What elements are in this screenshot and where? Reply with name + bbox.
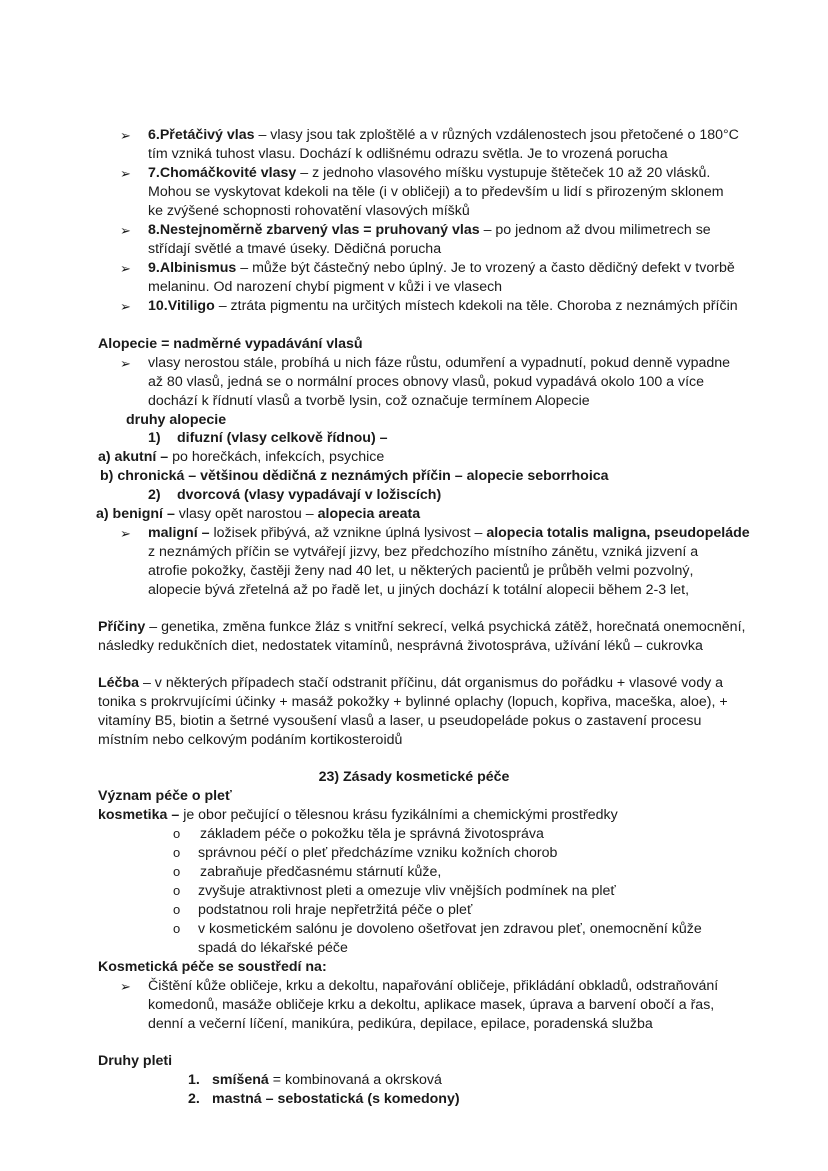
section-title: 23) Zásady kosmetické péče — [318, 769, 510, 785]
text-line: tonika s prokrvujícími účinky + masáž pokožky + bylinné oplachy (lopuch, kopřiva, maceška, aloe), + — [98, 694, 728, 710]
text-line: denní a večerní líčení, manikúra, pedikúra, depilace, epilace, poradenská služba — [148, 1016, 653, 1032]
text-line: Mohou se vyskytovat kdekoli na těle (i v obličeji) a to především u lidí s přirozeným sklonem — [148, 184, 724, 200]
treatment-paragraph: Léčba – v některých případech stačí odstranit příčinu, dát organismus do pořádku + vlasové vody a — [98, 675, 724, 691]
arrow-bullet-icon: ➢ — [120, 526, 131, 541]
text-line: až 80 vlasů, jedná se o normální proces obnovy vlasů, pokud vypadává okolo 100 a více — [148, 374, 705, 390]
text-line: alopecie bývá zřetelná až po řadě let, u jiných dochází k totální alopecii během 2-3 let, — [148, 582, 690, 598]
text-line: z neznámých příčin se vytvářejí jizvy, bez předchozího místního zánětu, vzniká jizvení a — [148, 544, 699, 560]
text-line: vlasy nerostou stále, probíhá u nich fáze růstu, odumření a vypadnutí, pokud denně vypadne — [148, 355, 731, 371]
text-line: následky redukčních diet, nedostatek vitamínů, nesprávná životospráva, užívání léků – cukrovka — [98, 638, 703, 654]
type-1b: b) chronická – většinou dědičná z neznámých příčin – alopecie seborrhoica — [100, 468, 609, 484]
arrow-bullet-icon: ➢ — [120, 166, 131, 181]
list-item: v kosmetickém salónu je dovoleno ošetřovat jen zdravou pleť, onemocnění kůže — [198, 921, 702, 937]
skin-type-item: smíšená = kombinovaná a okrsková — [212, 1072, 442, 1088]
causes-paragraph: Příčiny – genetika, změna funkce žláz s vnitřní sekrecí, velká psychická zátěž, horečnatá onemocnění, — [98, 619, 746, 635]
list-item: podstatnou roli hraje nepřetržitá péče o pleť — [198, 902, 473, 918]
list-item: správnou péčí o pleť předcházíme vzniku kožních chorob — [198, 845, 558, 861]
list-item: zvyšuje atraktivnost pleti a omezuje vliv vnějších podmínek na pleť — [198, 883, 616, 899]
type-2-label: dvorcová (vlasy vypadávají v ložiscích) — [177, 487, 442, 503]
circle-bullet-icon: o — [173, 826, 181, 841]
circle-bullet-icon: o — [173, 883, 181, 898]
subheading-importance: Význam péče o pleť — [98, 788, 232, 804]
subheading-skin-types: Druhy pleti — [98, 1053, 173, 1069]
arrow-bullet-icon: ➢ — [120, 979, 131, 994]
type-1-number: 1) — [148, 430, 161, 446]
skin-type-item: mastná – sebostatická (s komedony) — [212, 1091, 460, 1107]
subheading-types: druhy alopecie — [126, 412, 227, 428]
text-line: komedonů, masáže obličeje krku a dekoltu, aplikace masek, úprava a barvení obočí a řas, — [148, 997, 715, 1013]
text-line: dochází k řídnutí vlasů a tvorbě lysin, což označuje termínem Alopecie — [148, 393, 590, 409]
text-line: střídají světlé a tmavé úseky. Dědičná porucha — [148, 241, 442, 257]
text-line: Čištění kůže obličeje, krku a dekoltu, napařování obličeje, přikládání obkladů, odstraňování — [148, 978, 719, 994]
text-line: vitamíny B5, biotin a šetrné vysoušení vlasů a laser, u pseudopeláde pokus o zastavení procesu — [98, 713, 702, 729]
type-2b: maligní – ložisek přibývá, až vznikne úplná lysivost – alopecia totalis maligna, pseudopeláde — [148, 525, 750, 541]
text-line: melaninu. Od narození chybí pigment v kůži i ve vlasech — [148, 279, 503, 295]
cosmetics-definition: kosmetika – je obor pečující o tělesnou krásu fyzikálními a chemickými prostředky — [98, 807, 618, 823]
defect-item-8: 8.Nestejnoměrně zbarvený vlas = pruhovaný vlas – po jednom až dvou milimetrech se — [148, 222, 711, 238]
arrow-bullet-icon: ➢ — [120, 223, 131, 238]
text-line: místním nebo celkovým podáním kortikosteroidů — [98, 732, 403, 748]
circle-bullet-icon: o — [173, 845, 181, 860]
list-item: základem péče o pokožku těla je správná životospráva — [200, 826, 544, 842]
skin-type-number: 1. — [188, 1072, 200, 1088]
text-line: ke zvýšené schopnosti rohovatění vlasových míšků — [148, 203, 470, 219]
subheading-focus: Kosmetická péče se soustředí na: — [98, 959, 327, 975]
text-line: spadá do lékařské péče — [198, 940, 348, 956]
defect-item-9: 9.Albinismus – může být částečný nebo úplný. Je to vrozený a často dědičný defekt v tvorbě — [148, 260, 735, 276]
circle-bullet-icon: o — [173, 864, 181, 879]
type-2a: a) benigní – vlasy opět narostou – alopecia areata — [96, 506, 421, 522]
defect-item-10: 10.Vitiligo – ztráta pigmentu na určitých místech kdekoli na těle. Choroba z neznámých příčin — [148, 298, 738, 314]
arrow-bullet-icon: ➢ — [120, 356, 131, 371]
circle-bullet-icon: o — [173, 921, 181, 936]
type-2-number: 2) — [148, 487, 161, 503]
list-item: zabraňuje předčasnému stárnutí kůže, — [200, 864, 442, 880]
arrow-bullet-icon: ➢ — [120, 128, 131, 143]
skin-type-number: 2. — [188, 1091, 200, 1107]
text-line: atrofie pokožky, častěji ženy nad 40 let, u některých pacientů je průběh velmi pozvolný, — [148, 563, 694, 579]
arrow-bullet-icon: ➢ — [120, 261, 131, 276]
defect-item-6: 6.Přetáčivý vlas – vlasy jsou tak zploštělé a v různých vzdálenostech jsou přetočené o 180°C — [148, 127, 739, 143]
defect-item-7: 7.Chomáčkovité vlasy – z jednoho vlasového míšku vystupuje štěteček 10 až 20 vlásků. — [148, 165, 711, 181]
type-1a: a) akutní – po horečkách, infekcích, psychice — [98, 449, 385, 465]
arrow-bullet-icon: ➢ — [120, 299, 131, 314]
text-line: tím vzniká tuhost vlasu. Dochází k odlišnému odrazu světla. Je to vrozená porucha — [148, 146, 668, 162]
type-1-label: difuzní (vlasy celkově řídnou) – — [177, 430, 388, 446]
circle-bullet-icon: o — [173, 902, 181, 917]
section-heading-alopecie: Alopecie = nadměrné vypadávání vlasů — [98, 336, 363, 352]
